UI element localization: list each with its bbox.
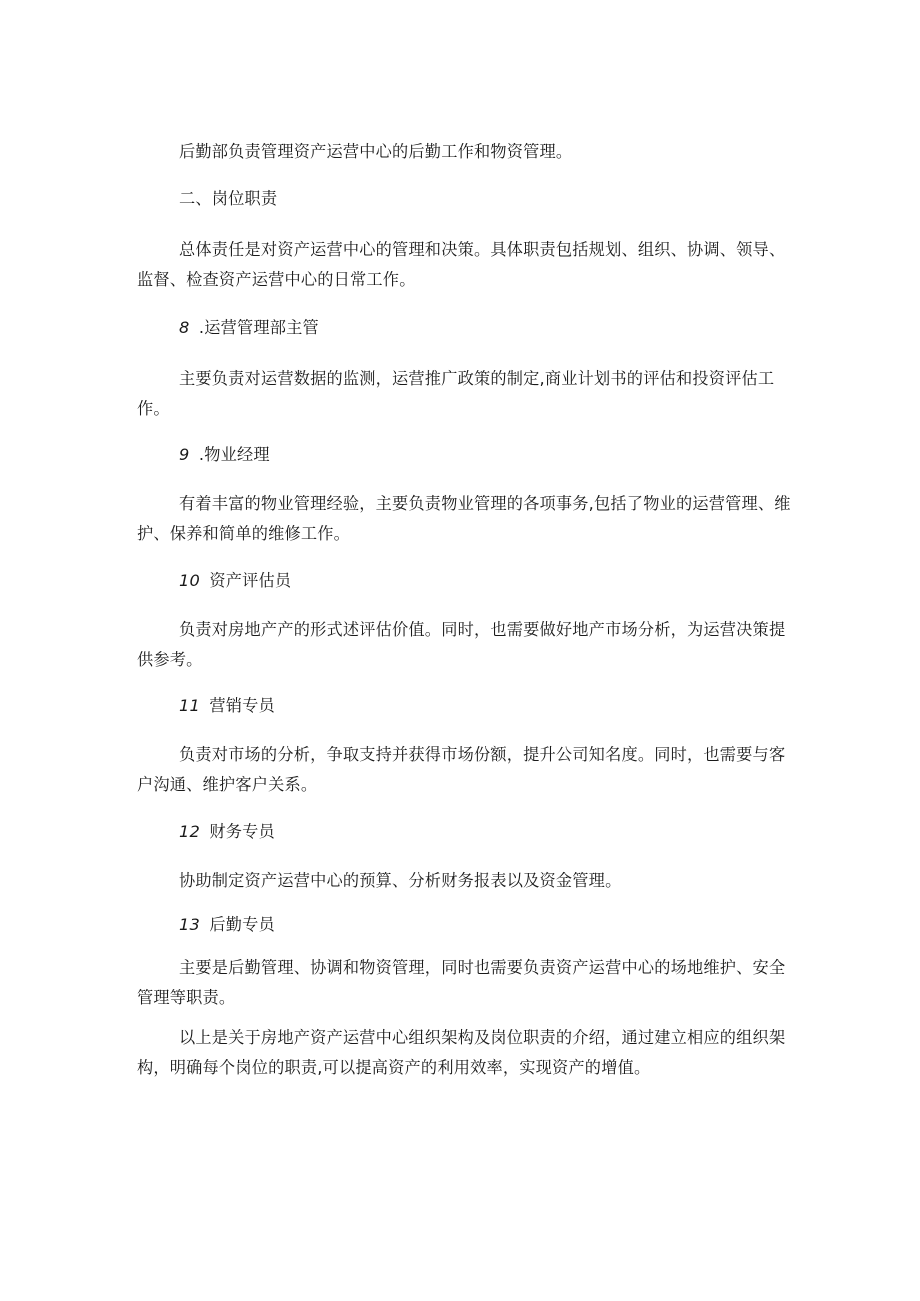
role-heading-finance-specialist: [137, 817, 835, 847]
role-heading-logistics-specialist: [137, 910, 835, 940]
role-title: 后勤专员: [209, 915, 275, 934]
role-number: 10: [179, 571, 200, 590]
overall-responsibility-paragraph: 总体责任是对资产运营中心的管理和决策。具体职责包括规划、组织、协调、领导、监督、检查资产运营中心的日常工作。: [137, 240, 786, 289]
role-number: 8: [179, 318, 190, 337]
role-heading-marketing-specialist: [137, 691, 835, 721]
role-desc-asset-appraiser: 负责对房地产产的形式述评估价值。同时，也需要做好地产市场分析，为运营决策提供参考。: [137, 620, 786, 669]
role-title: .运营管理部主管: [198, 318, 319, 337]
role-heading-asset-appraiser: [137, 566, 835, 596]
role-heading-operations-manager: [137, 313, 835, 343]
role-title: .物业经理: [198, 445, 270, 464]
role-desc-marketing-specialist: 负责对市场的分析，争取支持并获得市场份额，提升公司知名度。同时，也需要与客户沟通、维护客户关系。: [137, 745, 786, 794]
role-title: 营销专员: [209, 696, 275, 715]
intro-paragraph: 后勤部负责管理资产运营中心的后勤工作和物资管理。: [179, 142, 573, 161]
role-number: 12: [179, 822, 200, 841]
role-number: 9: [179, 445, 190, 464]
role-number: 11: [179, 696, 200, 715]
role-title: 资产评估员: [209, 571, 292, 590]
conclusion-paragraph: 以上是关于房地产资产运营中心组织架构及岗位职责的介绍，通过建立相应的组织架构，明确每个岗位的职责,可以提高资产的利用效率，实现资产的增值。: [137, 1028, 786, 1077]
section-title: 二、岗位职责: [179, 189, 278, 208]
role-desc-logistics-specialist: 主要是后勤管理、协调和物资管理，同时也需要负责资产运营中心的场地维护、安全管理等职责。: [137, 958, 786, 1007]
role-number: 13: [179, 915, 200, 934]
role-desc-finance-specialist: 协助制定资产运营中心的预算、分析财务报表以及资金管理。: [179, 871, 622, 890]
role-heading-property-manager: [137, 440, 835, 470]
role-desc-property-manager: 有着丰富的物业管理经验，主要负责物业管理的各项事务,包括了物业的运营管理、维护、保养和简单的维修工作。: [137, 494, 791, 543]
role-title: 财务专员: [209, 822, 275, 841]
role-desc-operations-manager: 主要负责对运营数据的监测，运营推广政策的制定,商业计划书的评估和投资评估工作。: [137, 369, 775, 418]
